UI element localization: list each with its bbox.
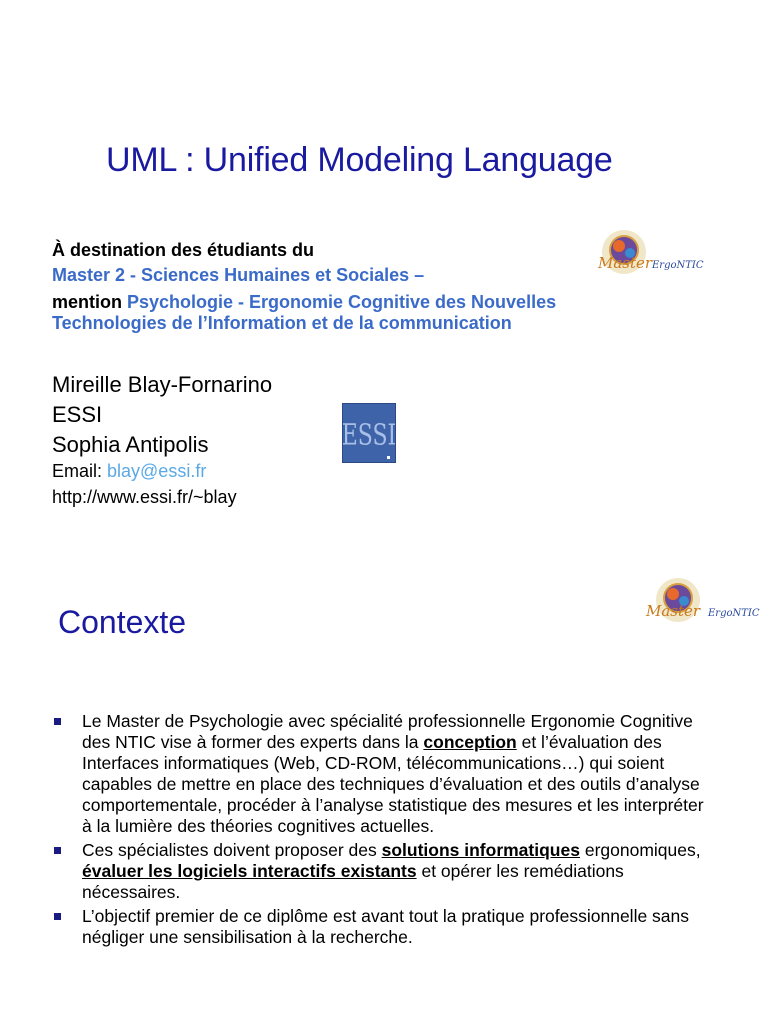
list-item — [52, 711, 717, 837]
slide2-title: Contexte — [58, 604, 187, 640]
list-item — [52, 840, 717, 903]
bullet2-bold1: solutions informatiques — [381, 840, 580, 860]
bullet1-text-end: et l’évaluation des Interfaces informatiques (Web, CD-ROM, télécommunications…) qui soient capables de mettre en place des techniques d’évaluation et des outils d’analyse comportementale, procéder à l’analyse statistique des mesures et les interpréter à la lumière des théories cognitives actuelles. — [82, 732, 704, 836]
email-line — [52, 461, 206, 482]
list-item — [52, 906, 717, 948]
bullet2-text: Ces spécialistes doivent proposer des — [82, 840, 382, 860]
bullet1-bold: conception — [423, 732, 517, 752]
bullet-square-icon — [54, 718, 61, 725]
bullet2-text-mid: ergonomiques, — [579, 840, 701, 860]
author-org: ESSI — [52, 402, 103, 427]
bullet-square-icon — [54, 913, 61, 920]
mention-specialty: Psychologie - Ergonomie Cognitive des Nouvelles — [127, 292, 557, 312]
master-ergontic-logo — [588, 222, 723, 290]
bullet-square-icon — [54, 847, 61, 854]
bullet2-text-end: et opérer les remédiations nécessaires. — [82, 861, 624, 902]
mention-prefix: mention — [52, 292, 127, 312]
author-name: Mireille Blay-Fornarino — [52, 372, 273, 397]
author-city: Sophia Antipolis — [52, 432, 209, 457]
logo-ergo-text: ErgoNTIC — [652, 260, 704, 271]
essi-logo-text: ESSI — [343, 418, 395, 453]
homepage-url[interactable]: http://www.essi.fr/~blay — [52, 487, 237, 507]
bullet2-bold2: évaluer les logiciels interactifs existants — [82, 861, 417, 881]
master-ergontic-logo — [632, 572, 768, 638]
logo-master-text: Master — [646, 602, 701, 620]
slide1-title: UML : Unified Modeling Language — [106, 141, 613, 179]
master2-text: Master 2 - Sciences Humaines et Sociales – — [52, 265, 425, 285]
essi-logo — [342, 403, 396, 463]
bullet1-text: Le Master de Psychologie avec spécialité professionnelle Ergonomie Cognitive des NTIC vise à former des experts dans la — [82, 711, 693, 752]
technologies-text: Technologies de l’Information et de la communication — [52, 313, 512, 333]
email-link[interactable]: blay@essi.fr — [107, 461, 207, 481]
context-bullet-list — [52, 711, 717, 951]
bullet3-text: L’objectif premier de ce diplôme est avant tout la pratique professionnelle sans négliger une sensibilisation à la recherche. — [82, 906, 690, 947]
logo-master-text: Master — [598, 254, 653, 272]
destination-text: À destination des étudiants du — [52, 240, 315, 260]
logo-ergo-text: ErgoNTIC — [708, 608, 760, 619]
email-label: Email: — [52, 461, 108, 481]
mention-line — [52, 292, 556, 313]
